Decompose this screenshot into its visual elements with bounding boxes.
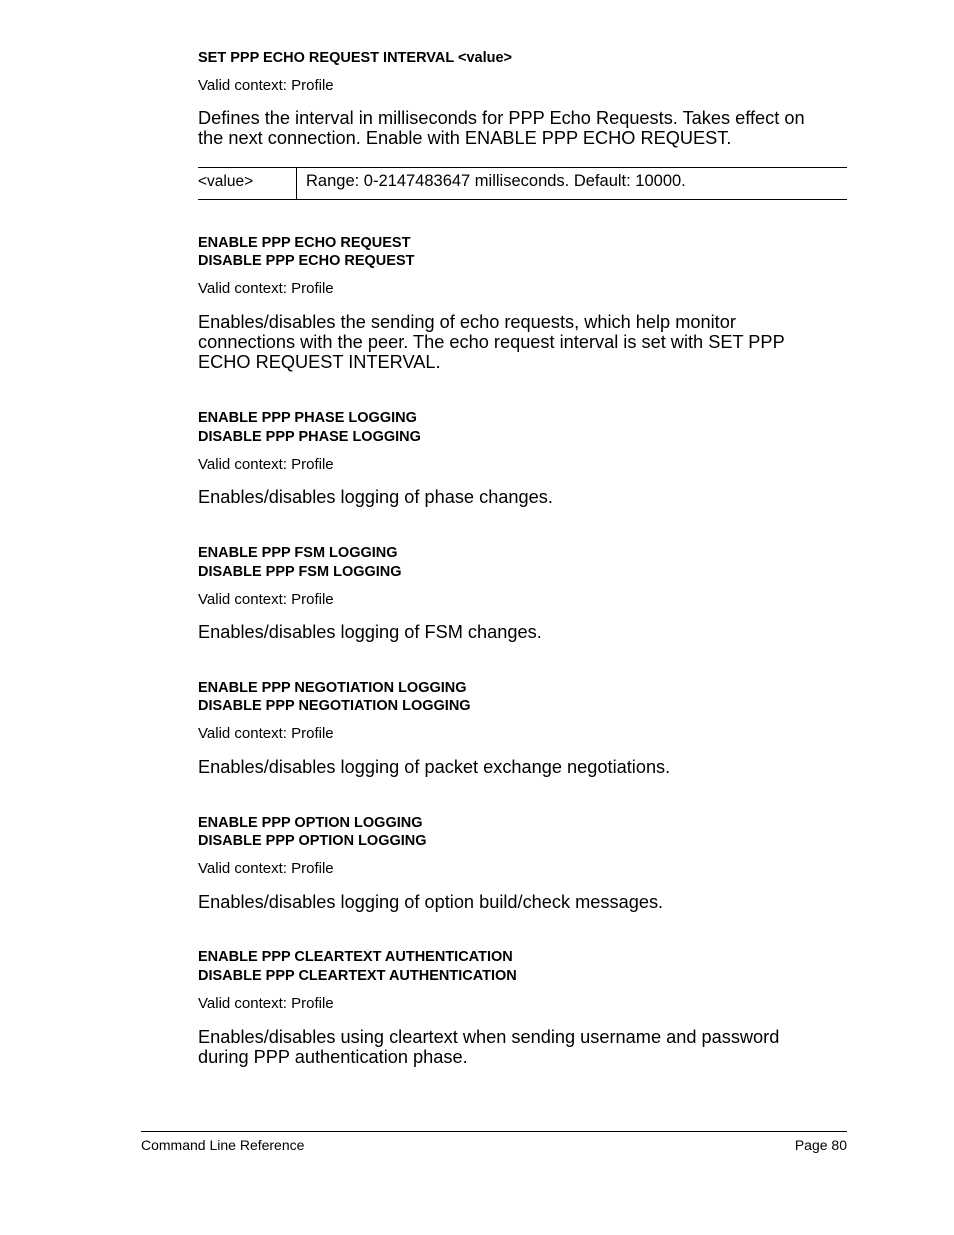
command-heading: DISABLE PPP FSM LOGGING: [198, 564, 402, 580]
valid-context: Valid context: Profile: [198, 995, 334, 1012]
command-heading: ENABLE PPP NEGOTIATION LOGGING: [198, 680, 467, 696]
valid-context: Valid context: Profile: [198, 280, 334, 297]
command-description: Enables/disables logging of FSM changes.: [198, 622, 542, 642]
command-description: Enables/disables the sending of echo requests, which help monitor connections with the peer. The echo request interval is set with SET PPP ECHO REQUEST INTERVAL.: [198, 312, 785, 372]
parameter-table: [198, 167, 847, 200]
footer-title: Command Line Reference: [141, 1137, 305, 1153]
parameter-name: <value>: [198, 173, 254, 190]
command-description: Defines the interval in milliseconds for PPP Echo Requests. Takes effect on the next connection. Enable with ENABLE PPP ECHO REQUEST.: [198, 108, 805, 148]
command-heading: ENABLE PPP CLEARTEXT AUTHENTICATION: [198, 949, 513, 965]
command-description: Enables/disables logging of option build/check messages.: [198, 892, 664, 912]
command-description: Enables/disables logging of phase changes.: [198, 487, 553, 507]
parameter-description: Range: 0-2147483647 milliseconds. Default: 10000.: [306, 172, 686, 190]
command-heading: SET PPP ECHO REQUEST INTERVAL <value>: [198, 50, 512, 66]
command-heading: ENABLE PPP ECHO REQUEST: [198, 235, 411, 251]
footer-rule: [141, 1131, 847, 1132]
valid-context: Valid context: Profile: [198, 860, 334, 877]
command-heading: DISABLE PPP ECHO REQUEST: [198, 253, 415, 269]
command-heading: ENABLE PPP OPTION LOGGING: [198, 815, 423, 831]
command-description: Enables/disables logging of packet exchange negotiations.: [198, 757, 671, 777]
command-heading: DISABLE PPP OPTION LOGGING: [198, 833, 427, 849]
command-heading: ENABLE PPP PHASE LOGGING: [198, 410, 417, 426]
command-description: Enables/disables using cleartext when sending username and password during PPP authentication phase.: [198, 1027, 780, 1067]
page-number: Page 80: [794, 1137, 847, 1153]
command-heading: DISABLE PPP PHASE LOGGING: [198, 429, 421, 445]
command-heading: ENABLE PPP FSM LOGGING: [198, 545, 398, 561]
command-heading: DISABLE PPP NEGOTIATION LOGGING: [198, 698, 471, 714]
command-heading: DISABLE PPP CLEARTEXT AUTHENTICATION: [198, 968, 517, 984]
valid-context: Valid context: Profile: [198, 725, 334, 742]
valid-context: Valid context: Profile: [198, 77, 334, 94]
valid-context: Valid context: Profile: [198, 456, 334, 473]
valid-context: Valid context: Profile: [198, 591, 334, 608]
table-divider: [296, 168, 297, 199]
